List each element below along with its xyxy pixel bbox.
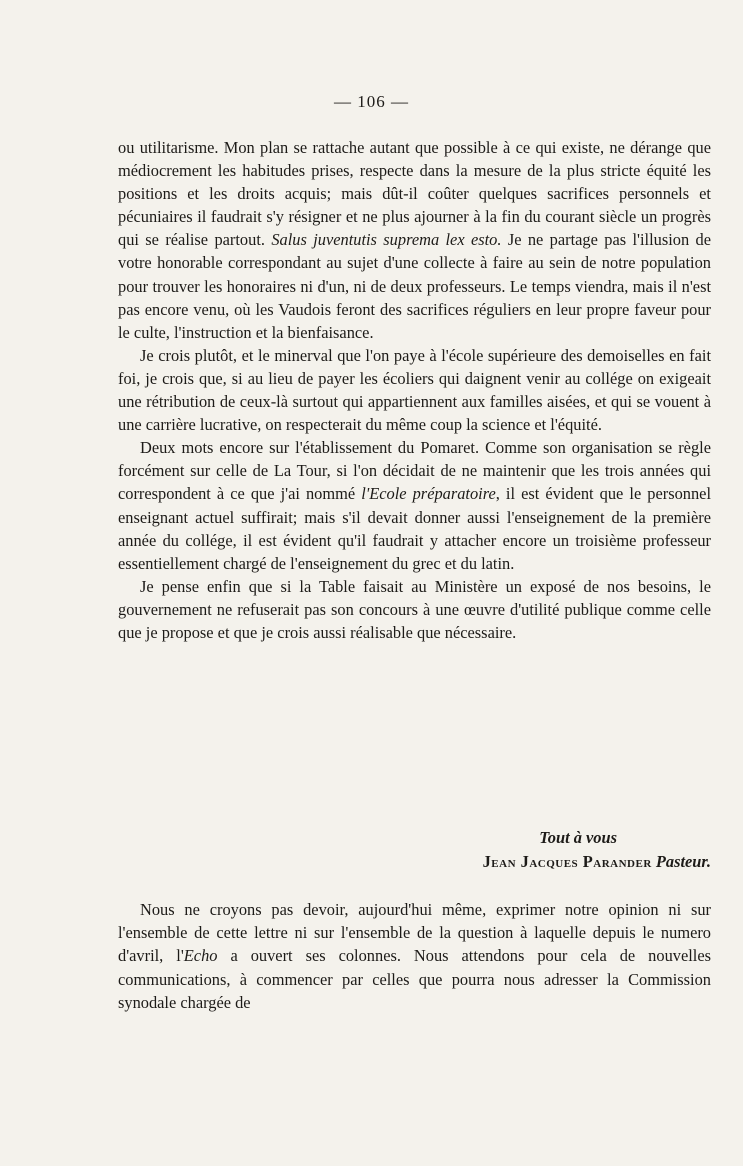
letter-closing (118, 826, 711, 874)
paragraph-3 (118, 436, 711, 575)
editorial-paragraph (118, 898, 711, 1014)
paragraph-1 (118, 136, 711, 344)
paragraph-3-text-a: Deux mots encore sur l'établissement du Pomaret. Comme son organisation se règle forcément sur celle de La Tour, si l'on décidait de ne maintenir que les trois années qui correspondent à ce que j'ai nommé (118, 438, 711, 504)
echo-title: Echo (183, 946, 218, 966)
letter-body (118, 136, 711, 644)
page-number: — 106 — (334, 92, 409, 111)
editorial-text-b: a ouvert ses colonnes. Nous attendons pour cela de nouvelles communications, à commencer par celles que pourra nous adresser la Commission synodale chargée de (118, 946, 711, 1012)
paragraph-1-text-a: ou utilitarisme. Mon plan se rattache autant que possible à ce qui existe, ne dérange que médiocrement les habitudes prises, respecte dans la mesure de la plus stricte équité les positions et les droits acquis; mais dût-il coûter quelques sacrifices personnels et pécuniaires il faudrait s'y résigner et ne plus ajourner à la fin du courant siècle un progrès qui se réalise partout. (118, 138, 711, 250)
latin-motto: Salus juventutis suprema lex esto. (271, 230, 502, 250)
paragraph-2: Je crois plutôt, et le minerval que l'on paye à l'école supérieure des demoiselles en fait foi, je crois que, si au lieu de payer les écoliers qui daignent venir au collége on exigeait une rétribution de ceux-là surtout qui appartiennent aux familles aisées, et qui se vouent à une carrière lucrative, on respecterait du même coup la science et l'équité. (118, 345, 711, 435)
paragraph-4: Je pense enfin que si la Table faisait au Ministère un exposé de nos besoins, le gouvernement ne refuserait pas son concours à une œuvre d'utilité publique comme celle que je propose et que je crois aussi réalisable que nécessaire. (118, 576, 711, 642)
signature-name: Jean Jacques Parander (482, 852, 652, 871)
signature (118, 850, 711, 874)
signature-title: Pasteur. (655, 852, 711, 871)
editorial-text-a: Nous ne croyons pas devoir, aujourd'hui même, exprimer notre opinion ni sur l'ensemble de cette lettre ni sur l'ensemble de la question à laquelle depuis le numero d'avril, l' (118, 900, 711, 966)
paragraph-1-text-b: Je ne partage pas l'illusion de votre honorable correspondant au sujet d'une collecte à faire au sein de notre population pour trouver les honoraires ni d'un, ni de deux professeurs. Le temps viendra, mais il n'est pas encore venu, où les Vaudois feront des sacrifices réguliers en leur propre faveur pour le culte, l'instruction et la bienfaisance. (118, 230, 711, 342)
ecole-preparatoire-term: l'Ecole préparatoire (361, 484, 496, 504)
paragraph-3-text-b: , il est évident que le personnel enseignant actuel suffirait; mais s'il devait donner aussi l'enseignement de la première année du collége, il est évident qu'il faudrait y attacher encore un troisième professeur essentiellement chargé de l'enseignement du grec et du latin. (118, 484, 711, 573)
closing-salutation: Tout à vous (539, 828, 617, 847)
editorial-note (118, 898, 711, 1014)
